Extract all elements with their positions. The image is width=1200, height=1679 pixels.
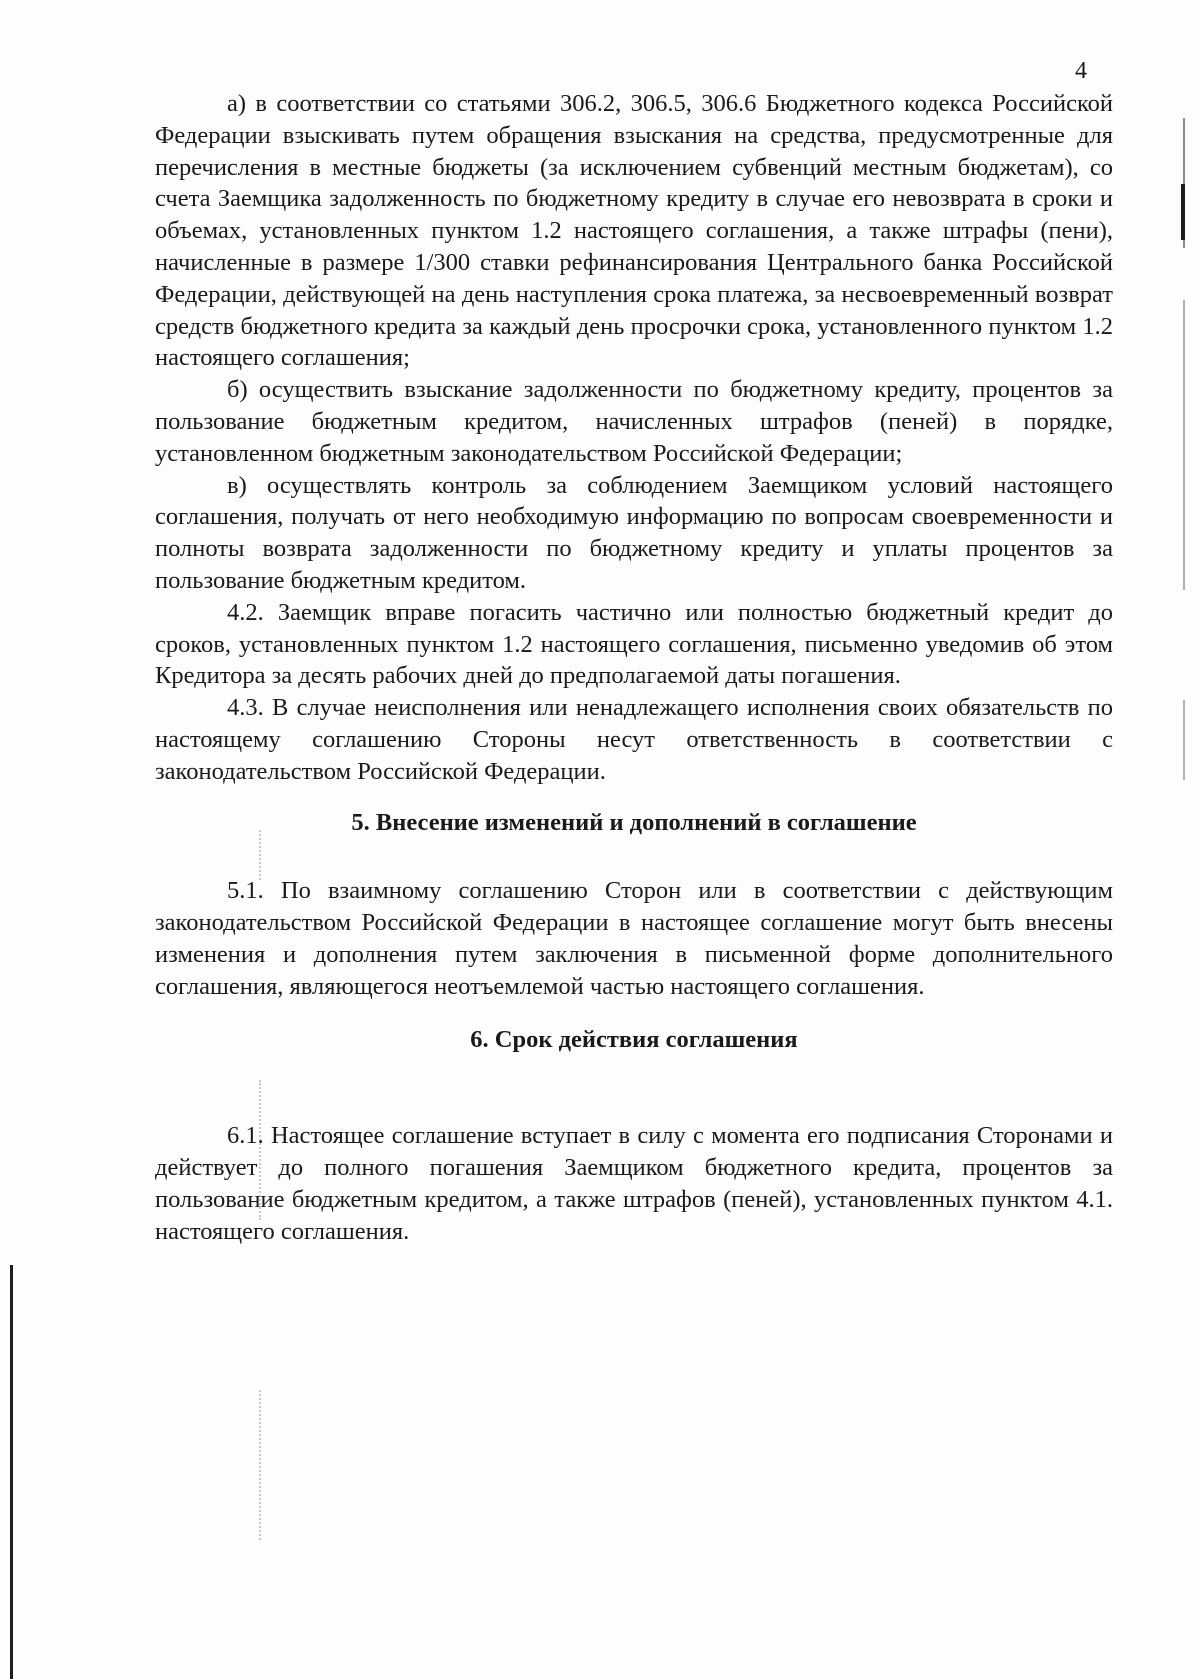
page-number: 4	[1075, 58, 1087, 84]
scan-left-edge-shadow	[10, 1265, 13, 1679]
scan-fold-line	[259, 1390, 261, 1540]
section-heading-5: 5. Внесение изменений и дополнений в соглашение	[351, 808, 917, 836]
paragraph-4-3: 4.3. В случае неисполнения или ненадлежащего исполнения своих обязательств по настоящему соглашению Стороны несут ответственность в соответствии с законодательством Российской Федерации.	[155, 694, 1113, 785]
paragraph-4-2: 4.2. Заемщик вправе погасить частично или полностью бюджетный кредит до сроков, установленных пунктом 1.2 настоящего соглашения, письменно уведомив об этом Кредитора за десять рабочих дней до предполагаемой даты погашения.	[155, 598, 1113, 690]
scan-right-edge-mark	[1183, 700, 1185, 780]
paragraph-4-1-b: б) осуществить взыскание задолженности по бюджетному кредиту, процентов за пользование бюджетным кредитом, начисленных штрафов (пеней) в порядке, установленном бюджетным законодательством Российской Федерации;	[155, 376, 1113, 467]
section-heading-6: 6. Срок действия соглашения	[470, 1025, 798, 1053]
scan-right-edge-mark	[1181, 184, 1185, 240]
scan-right-edge-mark	[1183, 300, 1185, 590]
paragraph-6-1: 6.1. Настоящее соглашение вступает в силу с момента его подписания Сторонами и действует до полного погашения Заемщиком бюджетного кредита, процентов за пользование бюджетным кредитом, а также штрафов (пеней), установленных пунктом 4.1. настоящего соглашения.	[155, 1122, 1113, 1245]
paragraph-4-1-a: а) в соответствии со статьями 306.2, 306.5, 306.6 Бюджетного кодекса Российской Федерации взыскивать путем обращения взыскания на средства, предусмотренные для перечисления в местные бюджеты (за исключением субвенций местным бюджетам), со счета Заемщика задолженность по бюджетному кредиту в случае его невозврата в сроки и объемах, установленных пунктом 1.2 настоящего соглашения, а также штрафы (пени), начисленные в размере 1/300 ставки рефинансирования Центрального банка Российской Федерации, действующей на день наступления срока платежа, за несвоевременный возврат средств бюджетного кредита за каждый день просрочки срока, установленного пунктом 1.2 настоящего соглашения;	[155, 90, 1113, 372]
document-body	[155, 88, 1113, 1248]
paragraph-4-1-v: в) осуществлять контроль за соблюдением Заемщиком условий настоящего соглашения, получать от него необходимую информацию по вопросам своевременности и полноты возврата задолженности по бюджетному кредиту и уплаты процентов за пользование бюджетным кредитом.	[155, 471, 1113, 594]
paragraph-5-1: 5.1. По взаимному соглашению Сторон или в соответствии с действующим законодательством Российской Федерации в настоящее соглашение могут быть внесены изменения и дополнения путем заключения в письменной форме дополнительного соглашения, являющегося неотъемлемой частью настоящего соглашения.	[155, 877, 1113, 1000]
